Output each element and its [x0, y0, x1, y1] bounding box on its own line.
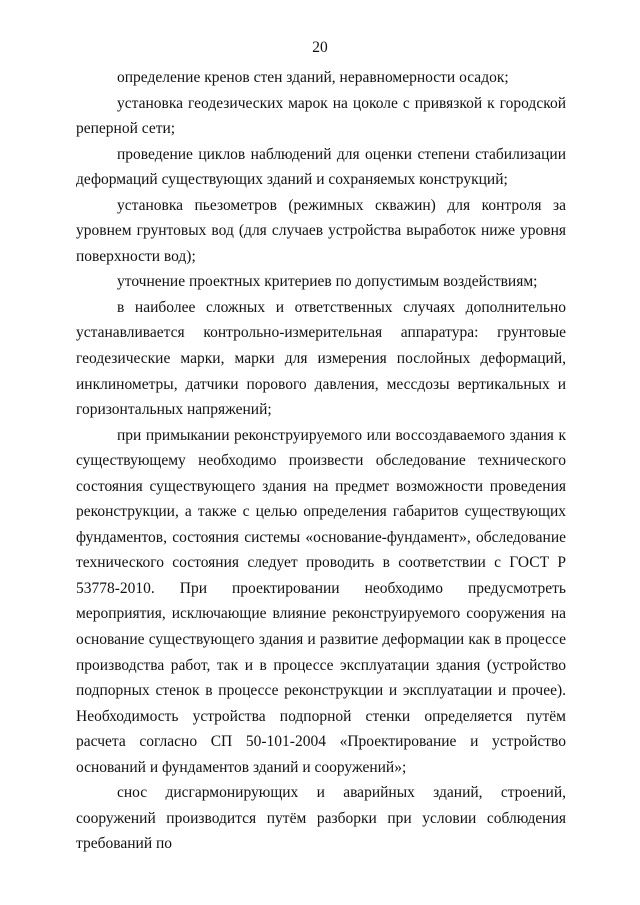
paragraph-geodetic-marks: установка геодезических марок на цоколе с привязкой к городской реперной сети;: [76, 94, 566, 138]
paragraph-observation-cycles: проведение циклов наблюдений для оценки степени стабилизации деформаций существующих зданий и сохраняемых конструкций;: [76, 145, 566, 189]
paragraph-adjacent-building: при примыкании реконструируемого или воссоздаваемого здания к существующему необходимо произвести обследование технического состояния существующего здания на предмет возможности проведения реконструкции, а также с целью определения габаритов существующих фундаментов, состояния системы «основание-фундамент», обследование технического состояния следует проводить в соответствии с ГОСТ Р 53778-2010. При проектировании необходимо предусмотреть мероприятия, исключающие влияние реконструируемого сооружения на основание существующего здания и развитие деформации как в процессе производства работ, так и в процессе эксплуатации здания (устройство подпорных стенок в процессе реконструкции и эксплуатации и прочее). Необходимость устройства подпорной стенки определяется путём расчета согласно СП 50-101-2004 «Проектирование и устройство оснований и фундаментов зданий и сооружений»;: [76, 426, 566, 776]
document-body: [76, 65, 566, 857]
paragraph-design-criteria: уточнение проектных критериев по допустимым воздействиям;: [117, 273, 538, 291]
paragraph-piezometers: установка пьезометров (режимных скважин) для контроля за уровнем грунтовых вод (для случаев устройства выработок ниже уровня поверхности вод);: [76, 196, 566, 265]
paragraph-instrumentation: в наиболее сложных и ответственных случаях дополнительно устанавливается контрольно-измерительная аппаратура: грунтовые геодезические марки, марки для измерения послойных деформаций, инклинометры, датчики порового давления, мессдозы вертикальных и горизонтальных напряжений;: [76, 298, 566, 419]
paragraph-crack-monitoring: определение кренов стен зданий, неравномерности осадок;: [117, 69, 509, 86]
page-number: 20: [312, 39, 328, 56]
paragraph-demolition: снос дисгармонирующих и аварийных зданий, строений, сооружений производится путём разборки при условии соблюдения требований по: [76, 784, 566, 853]
